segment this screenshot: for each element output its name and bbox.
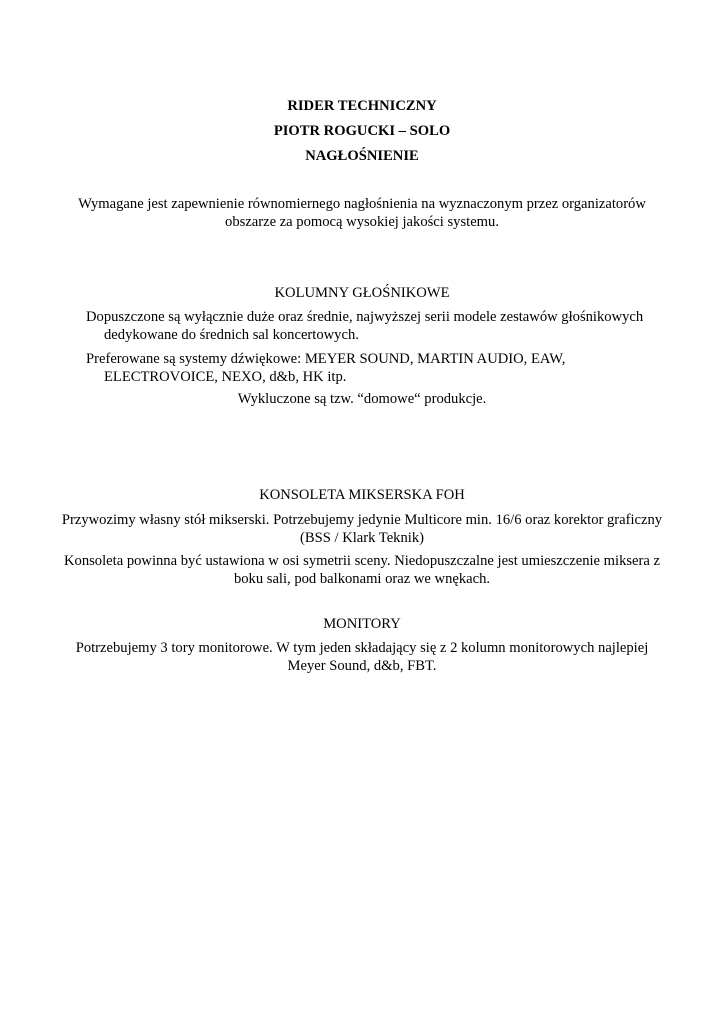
console-paragraph-2: Konsoleta powinna być ustawiona w osi symetrii sceny. Niedopuszczalne jest umieszczenie miksera z boku sali, pod balkonami oraz we wnękach. xyxy=(64,553,660,587)
speakers-paragraph-1: Dopuszczone są wyłącznie duże oraz średnie, najwyższej serii modele zestawów głośnikowych dedykowane do średnich sal koncertowych. xyxy=(86,309,644,343)
console-heading: KONSOLETA MIKSERSKA FOH xyxy=(259,487,465,503)
title-artist: PIOTR ROGUCKI – SOLO xyxy=(273,123,451,139)
console-paragraph-1: Przywozimy własny stół mikserski. Potrzebujemy jedynie Multicore min. 16/6 oraz korektor graficzny (BSS / Klark Teknik) xyxy=(61,512,663,546)
title-section: NAGŁOŚNIENIE xyxy=(305,148,419,164)
speakers-paragraph-2: Preferowane są systemy dźwiękowe: MEYER SOUND, MARTIN AUDIO, EAW, ELECTROVOICE, NEXO, d&b, HK itp. xyxy=(86,351,566,385)
monitors-heading: MONITORY xyxy=(323,616,401,632)
speakers-heading: KOLUMNY GŁOŚNIKOWE xyxy=(274,285,450,301)
document-title xyxy=(0,94,724,169)
title-rider: RIDER TECHNICZNY xyxy=(287,98,437,114)
speakers-paragraph-3: Wykluczone są tzw. “domowe“ produkcje. xyxy=(237,391,487,407)
monitors-paragraph-1: Potrzebujemy 3 tory monitorowe. W tym jeden składający się z 2 kolumn monitorowych najlepiej Meyer Sound, d&b, FBT. xyxy=(75,640,649,674)
intro-paragraph: Wymagane jest zapewnienie równomiernego nagłośnienia na wyznaczonym przez organizatorów obszarze za pomocą wysokiej jakości systemu. xyxy=(78,196,646,230)
